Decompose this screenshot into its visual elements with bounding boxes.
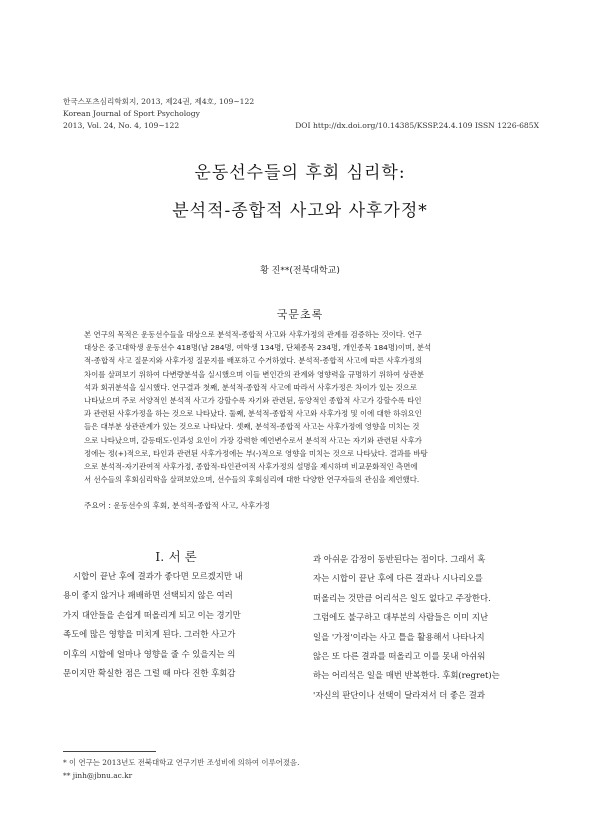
body-line: 않은 또 다른 결과를 떠올리고 이를 못내 아쉬워	[313, 651, 486, 662]
body-line: 시합이 끝난 후에 결과가 좋다면 모르겠지만 내	[73, 571, 243, 581]
body-column-left	[63, 548, 289, 683]
body-line: 그럼에도 불구하고 대부분의 사람들은 이미 지난	[313, 612, 489, 623]
journal-title-korean: 한국스포츠심리학회지, 2013, 제24권, 제4호, 109~122	[63, 97, 255, 106]
body-line: 이후의 시합에 얼마나 영향을 줄 수 있을지는 의	[63, 648, 236, 659]
abstract-heading: 국문초록	[276, 308, 324, 321]
footnote-divider	[63, 751, 156, 752]
abstract-line: 들은 대부분 상관관계가 있는 것으로 나타났다. 셋째, 분석적-종합적 사고는 사후가정에 영향을 미치는 것	[84, 422, 420, 432]
body-line: 가지 대안들을 손쉽게 떠올리게 되고 이는 경기만	[63, 609, 241, 620]
body-column-right	[313, 550, 539, 705]
doi-issn: DOI http://dx.doi.org/10.14385/KSSP.24.4.109 ISSN 1226-685X	[295, 121, 539, 130]
paper-title: 운동선수들의 후회 심리학:	[194, 163, 406, 183]
abstract-line: 과 관련된 사후가정을 하는 것으로 나타났다. 둘째, 분석적-종합적 사고와 사후가정 및 이에 대한 하위요인	[84, 409, 422, 419]
section-heading	[63, 548, 289, 566]
footnote-email: ** jinh@jbnu.ac.kr	[63, 771, 133, 780]
abstract-line: 적-종합적 사고 질문지와 사후가정 질문지를 배포하고 수거하였다. 분석적-종합적 사고에 따른 사후가정의	[84, 356, 423, 366]
body-line: 과 아쉬운 감정이 동반된다는 점이다. 그래서 혹	[313, 554, 486, 564]
body-line: 문이지만 확실한 점은 그럴 때 마다 진한 후회감	[63, 668, 236, 679]
keywords: 주요어 : 운동선수의 후회, 분석적-종합적 사고, 사후가정	[84, 501, 270, 510]
body-line: 용이 좋지 않거나 패배하면 선택되지 않은 여러	[63, 590, 233, 601]
abstract-line: 본 연구의 목적은 운동선수들을 대상으로 분석적-종합적 사고와 사후가정의 관계를 검증하는 것이다. 연구	[84, 330, 422, 339]
author-line: 황 진**(전북대학교)	[260, 266, 340, 276]
footnote-funding: * 이 연구는 2013년도 전북대학교 연구기반 조성비에 의하여 이루어졌음.	[63, 758, 300, 767]
footnotes	[63, 756, 299, 782]
abstract-line: 대상은 중고대학생 운동선수 418명(남 284명, 여학생 134명, 단체종목 234명, 개인종목 184명)이며, 분석	[84, 343, 432, 353]
body-line: 자는 시합이 끝난 후에 다른 결과나 시나리오를	[313, 573, 483, 584]
section-number: I.	[155, 549, 165, 564]
body-line: 일을 '가정'이라는 사고 틀을 활용해서 나타나지	[313, 631, 485, 642]
abstract-line: 으로 나타났으며, 갈등태도-인과성 요인이 가장 강력한 예언변수로서 분석적 사고는 자기와 관련된 사후가	[84, 435, 422, 445]
journal-header	[63, 96, 539, 132]
abstract-line: 나타났으며 주로 서양적인 분석적 사고가 강할수록 자기와 관련된, 동양적인 종합적 사고가 강할수록 타인	[84, 396, 422, 406]
journal-volume-row	[63, 120, 539, 132]
body-line: 족도에 많은 영향을 미치게 된다. 그러한 사고가	[63, 629, 236, 640]
paper-subtitle: 분석적-종합적 사고와 사후가정*	[172, 201, 428, 221]
journal-title-english: Korean Journal of Sport Psychology	[63, 109, 200, 118]
body-line: '자신의 판단이나 선택이 달라져서 더 좋은 결과	[313, 689, 485, 700]
abstract-line: 정에는 정(+)적으로, 타인과 관련된 사후가정에는 부(-)적으로 영향을 미치는 것으로 나타났다. 결과를 바탕	[84, 448, 428, 458]
body-line: 떠올리는 것만큼 어리석은 일도 없다고 주장한다.	[313, 592, 491, 603]
abstract-line: 석과 회귀분석을 실시했다. 연구결과 첫째, 분석적-종합적 사고에 따라서 사후가정은 차이가 있는 것으로	[84, 382, 418, 392]
abstract-line: 차이를 살펴보기 위하여 다변량분석을 실시했으며 이들 변인간의 관계와 영향력을 규명하기 위하여 상관분	[84, 369, 424, 379]
body-line: 하는 어리석은 일을 매번 반복한다. 후회(regret)는	[313, 670, 500, 681]
section-title: 서 론	[168, 549, 197, 564]
journal-volume: 2013, Vol. 24, No. 4, 109~122	[63, 121, 180, 130]
abstract-body	[84, 328, 520, 486]
abstract-line: 으로 분석적-자기관여적 사후가정, 종합적-타인관여적 사후가정의 설명을 제시하며 비교문화적인 측면에	[84, 462, 418, 472]
abstract-line: 서 선수들의 후회심리학을 살펴보았으며, 선수들의 후회심리에 대한 다양한 연구자들의 관심을 제언했다.	[84, 475, 420, 485]
